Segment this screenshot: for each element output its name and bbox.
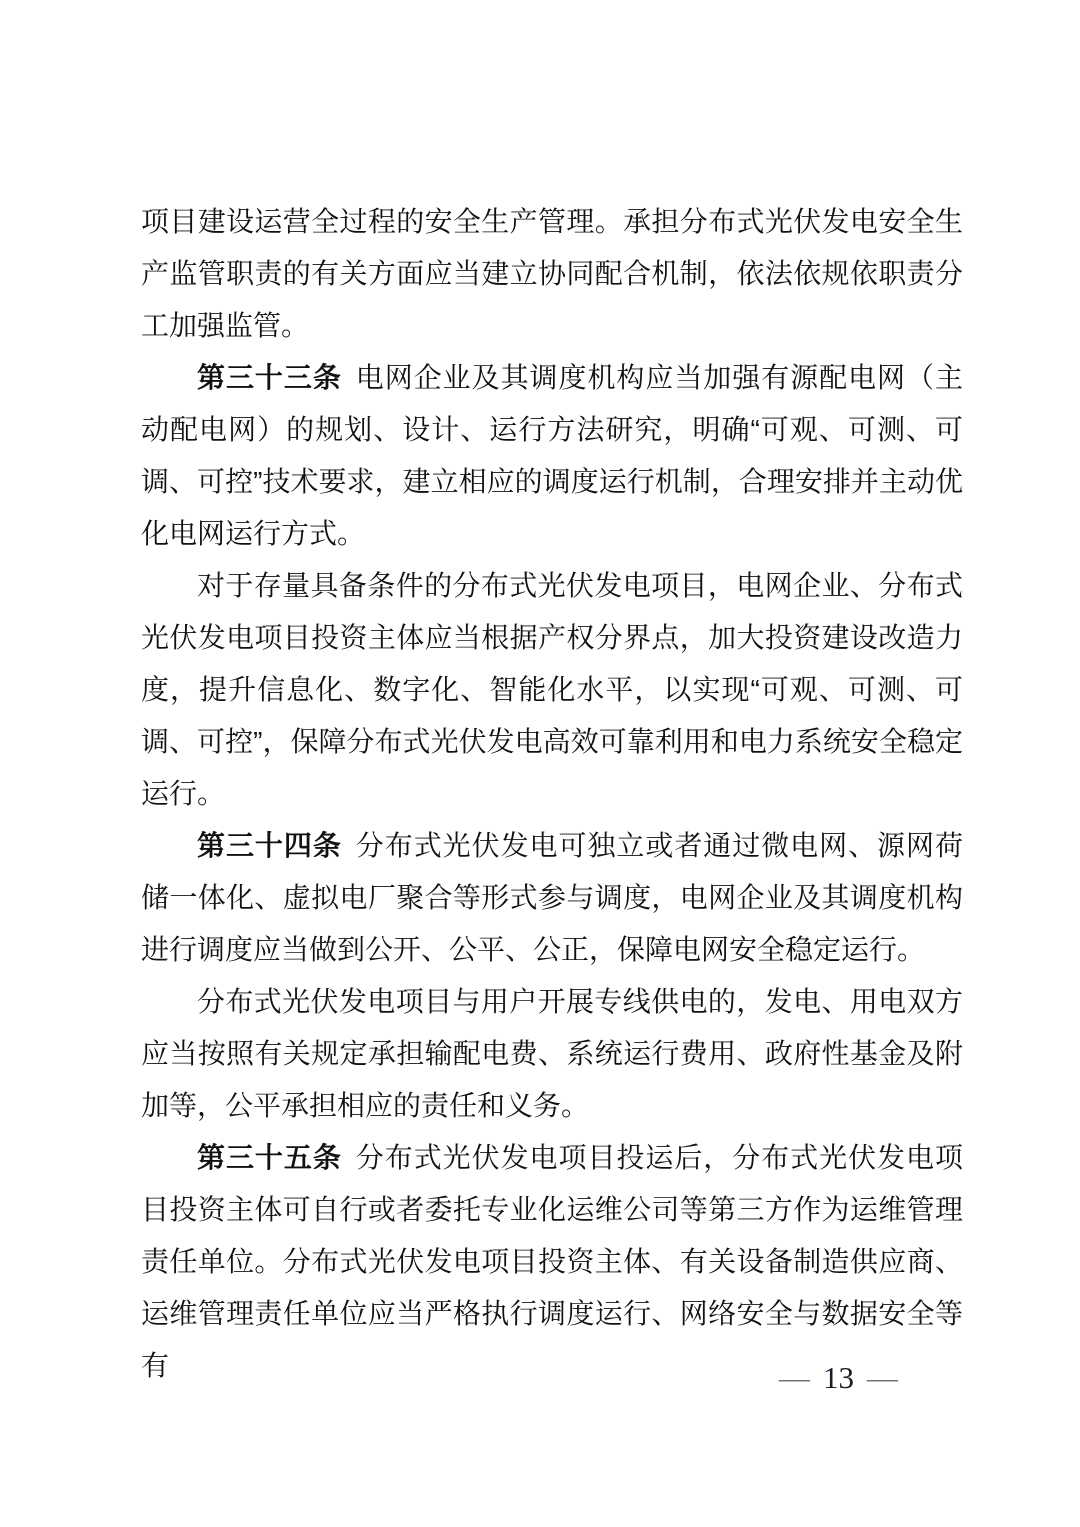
- paragraph-continuation: [141, 196, 963, 352]
- document-body: [141, 196, 963, 1392]
- paragraph-text: 分布式光伏发电项目与用户开展专线供电的，发电、用电双方应当按照有关规定承担输配电费、系统运行费用、政府性基金及附加等，公平承担相应的责任和义务。: [141, 986, 963, 1121]
- paragraph-article-33: [141, 352, 963, 560]
- paragraph-article-33-supplement: [141, 560, 963, 820]
- footer-dash-right: —: [867, 1360, 898, 1395]
- paragraph-text: 分布式光伏发电可独立或者通过微电网、源网荷储一体化、虚拟电厂聚合等形式参与调度，电网企业及其调度机构进行调度应当做到公开、公平、公正，保障电网安全稳定运行。: [141, 830, 963, 965]
- paragraph-text: 对于存量具备条件的分布式光伏发电项目，电网企业、分布式光伏发电项目投资主体应当根据产权分界点，加大投资建设改造力度，提升信息化、数字化、智能化水平，以实现“可观、可测、可调、可控”，保障分布式光伏发电高效可靠利用和电力系统安全稳定运行。: [141, 570, 963, 809]
- article-34-number: 第三十四条: [197, 830, 342, 861]
- paragraph-article-35: [141, 1132, 963, 1392]
- paragraph-text: 项目建设运营全过程的安全生产管理。承担分布式光伏发电安全生产监管职责的有关方面应当建立协同配合机制，依法依规依职责分工加强监管。: [141, 206, 963, 341]
- page-footer: [779, 1358, 898, 1398]
- article-33-number: 第三十三条: [197, 362, 342, 393]
- paragraph-article-34-supplement: [141, 976, 963, 1132]
- page-number: 13: [823, 1360, 854, 1395]
- footer-dash-left: —: [779, 1360, 810, 1395]
- paragraph-text: 电网企业及其调度机构应当加强有源配电网（主动配电网）的规划、设计、运行方法研究，明确“可观、可测、可调、可控”技术要求，建立相应的调度运行机制，合理安排并主动优化电网运行方式。: [141, 362, 963, 549]
- paragraph-article-34: [141, 820, 963, 976]
- paragraph-text: 分布式光伏发电项目投运后，分布式光伏发电项目投资主体可自行或者委托专业化运维公司等第三方作为运维管理责任单位。分布式光伏发电项目投资主体、有关设备制造供应商、运维管理责任单位应当严格执行调度运行、网络安全与数据安全等有: [141, 1142, 963, 1381]
- article-35-number: 第三十五条: [197, 1142, 342, 1173]
